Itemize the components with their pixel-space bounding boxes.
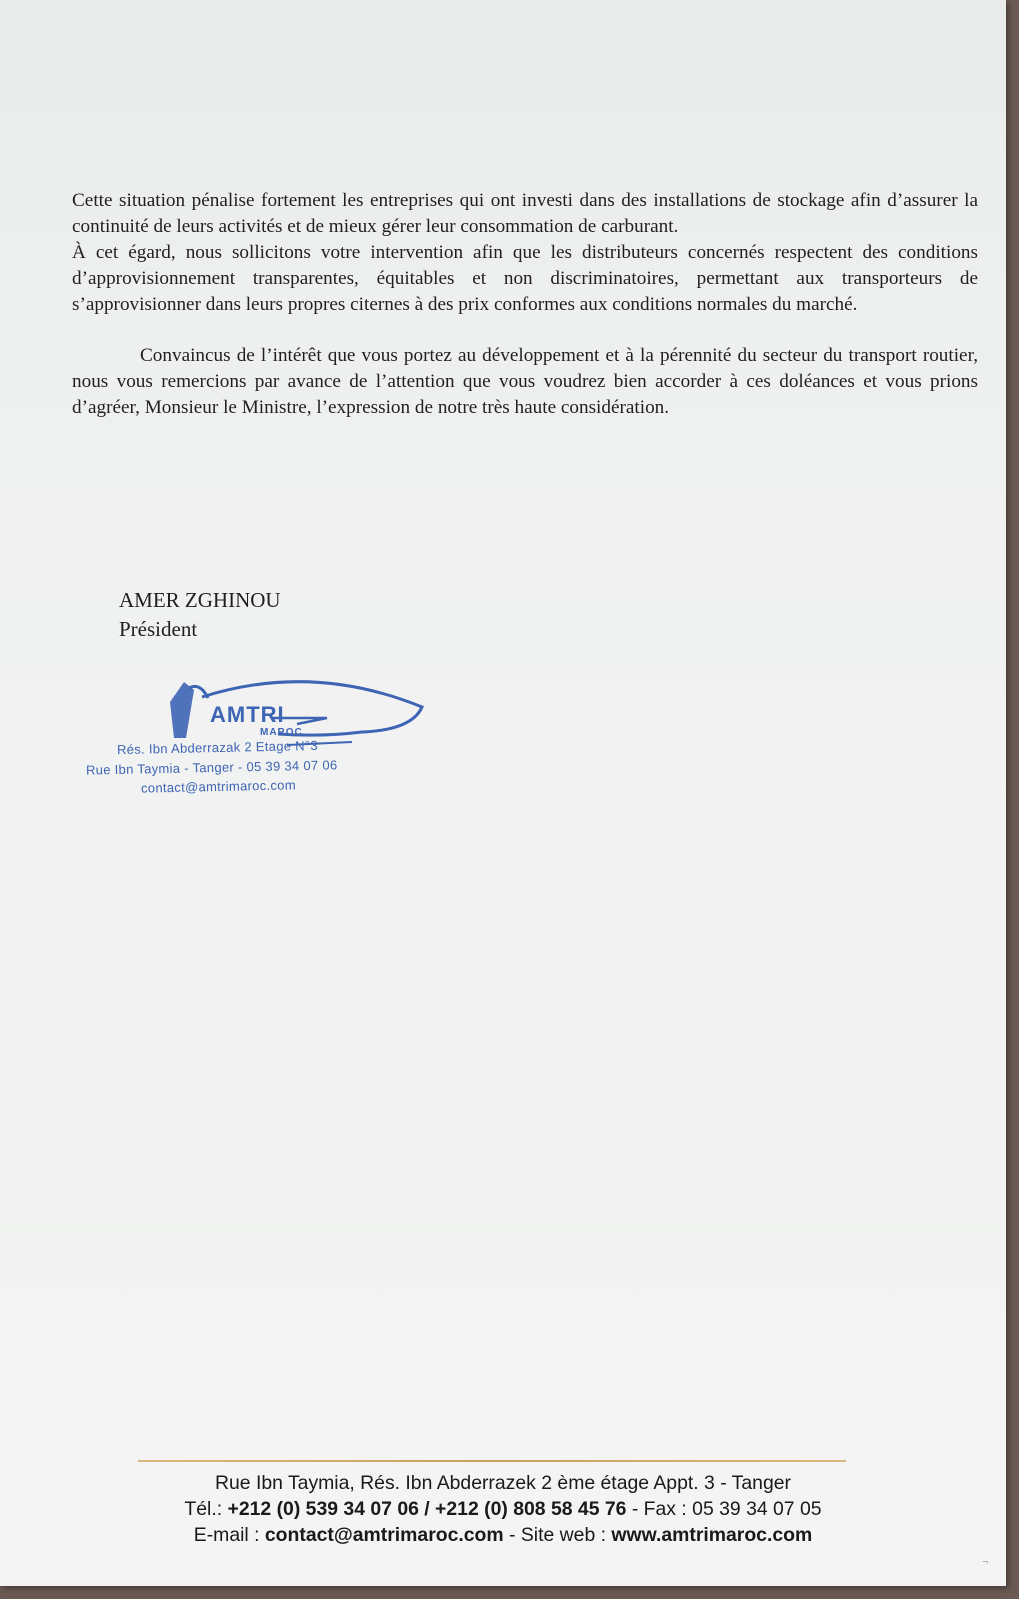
paragraph-spacer <box>72 318 978 343</box>
signatory-name: AMER ZGHINOU <box>119 588 281 612</box>
letterhead-footer <box>100 1470 906 1548</box>
stamp-address: Rés. Ibn Abderrazak 2 Etage N°3 <box>116 737 319 758</box>
corner-mark: ¬ <box>982 1557 988 1568</box>
letter-body <box>72 188 978 421</box>
paragraph-request: À cet égard, nous sollicitons votre intervention afin que les distributeurs concernés respectent des conditions d’approvisionnement transparentes, équitables et non discriminatoires, permettant aux transporteurs de s’approvisionner dans leurs propres citernes à des prix conformes aux conditions normales du marché. <box>72 242 978 315</box>
footer-email-label: E-mail : <box>193 1524 265 1546</box>
signature-block <box>119 586 281 644</box>
stamp-subtitle: MAROC <box>260 727 303 738</box>
stamp-street-phone: Rue Ibn Taymia - Tanger - 05 39 34 07 06 <box>85 757 338 778</box>
stamp-title: AMTRI <box>210 702 285 727</box>
footer-fax-label: - Fax : <box>626 1498 693 1520</box>
company-stamp <box>82 682 442 812</box>
stamp-email: contact@amtrimaroc.com <box>140 777 297 796</box>
footer-email: contact@amtrimaroc.com <box>264 1524 504 1546</box>
footer-fax-number: 05 39 34 07 05 <box>692 1498 822 1520</box>
footer-tel-numbers: +212 (0) 539 34 07 06 / +212 (0) 808 58 45 76 <box>227 1498 627 1520</box>
footer-address: Rue Ibn Taymia, Rés. Ibn Abderrazek 2 ème étage Appt. 3 - Tanger <box>215 1472 791 1494</box>
paragraph-storage: Cette situation pénalise fortement les entreprises qui ont investi dans des installations de stockage afin d’assurer la continuité de leurs activités et de mieux gérer leur consommation de carburant. <box>72 190 978 237</box>
footer-web-label: - Site web : <box>503 1524 612 1546</box>
signatory-title: Président <box>119 617 198 641</box>
footer-web-line <box>100 1522 906 1548</box>
footer-tel-label: Tél.: <box>184 1498 228 1520</box>
footer-website: www.amtrimaroc.com <box>611 1524 813 1546</box>
footer-contact-line <box>100 1496 906 1522</box>
footer-rule <box>138 1460 846 1462</box>
paragraph-closing: Convaincus de l’intérêt que vous portez au développement et à la pérennité du secteur du transport routier, nous vous remercions par avance de l’attention que vous voudrez bien accorder à ces doléances et vous prions d’agréer, Monsieur le Ministre, l’expression de notre très haute considération. <box>72 345 978 418</box>
